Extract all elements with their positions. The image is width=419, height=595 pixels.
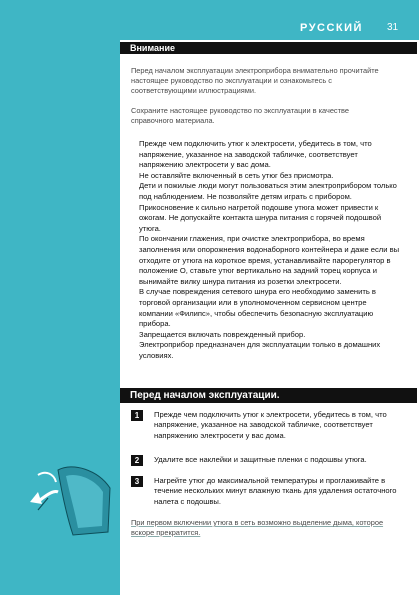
- warning-item: Не оставляйте включенный в сеть утюг без присмотра.: [139, 170, 334, 180]
- smoke-note: При первом включении утюга в сеть возможно выделение дыма, которое вскоре прекратится.: [131, 518, 384, 537]
- intro-paragraph-2: Сохраните настоящее руководство по эксплуатации в качестве справочного материала.: [131, 106, 349, 125]
- page-number: 31: [387, 22, 399, 33]
- warning-item: Дети и пожилые люди могут пользоваться этим электроприбором только под наблюдением. Не позволяйте детям играть с прибором.: [139, 181, 397, 201]
- warning-section-title: Внимание: [120, 42, 417, 54]
- step-text: Прежде чем подключить утюг к электросети, убедитесь в том, что напряжение, указанное на заводской табличке, соответствует напряжению электросети у вас дома.: [154, 410, 387, 440]
- warning-item: В случае повреждения сетевого шнура его необходимо заменить в торговой организации или в уполномоченном сервисном центре компании «Филипс», чтобы обеспечить безопасную эксплуатацию прибора.: [139, 287, 376, 329]
- intro-paragraph-1: Перед началом эксплуатации электроприбора внимательно прочитайте настоящее руководство по эксплуатации и ознакомьтесь с соответствующими иллюстрациями.: [131, 66, 379, 95]
- warning-item: Запрещается включать поврежденный прибор.: [139, 329, 306, 339]
- step-number: 2: [131, 455, 143, 466]
- warning-item: По окончании глажения, при очистке электроприбора, во время заполнения или опорожнения водонаборного контейнера и даже если вы отходите от утюга на короткое время, устанавливайте парорегулятор в положение O, ставьте утюг вертикально на задний торец корпуса и вынимайте вилку шнура питания из розетки электросети.: [139, 234, 400, 286]
- warning-item: Электроприбор предназначен для эксплуатации только в домашних условиях.: [139, 340, 381, 360]
- warning-item: Прежде чем подключить утюг к электросети, убедитесь в том, что напряжение, указанное на заводской табличке, соответствует напряжению электросети у вас дома.: [139, 139, 372, 170]
- warnings-list: [139, 139, 401, 361]
- top-header-band: [120, 0, 419, 40]
- step-text: Нагрейте утюг до максимальной температуры и проглаживайте в течение нескольких минут влажную ткань для удаления остаточного налета с подошвы.: [154, 476, 397, 506]
- step-number: 1: [131, 410, 143, 421]
- before-use-section-title: Перед началом эксплуатации.: [120, 388, 417, 403]
- language-heading: РУССКИЙ: [300, 22, 363, 34]
- step-number: 3: [131, 476, 143, 487]
- warning-item: Прикосновение к сильно нагретой подошве утюга может привести к ожогам. Не допускайте контакта шнура питания с горячей подошвой утюга.: [139, 202, 382, 233]
- step-text: Удалите все наклейки и защитные пленки с подошвы утюга.: [154, 455, 367, 464]
- iron-illustration: [18, 440, 118, 540]
